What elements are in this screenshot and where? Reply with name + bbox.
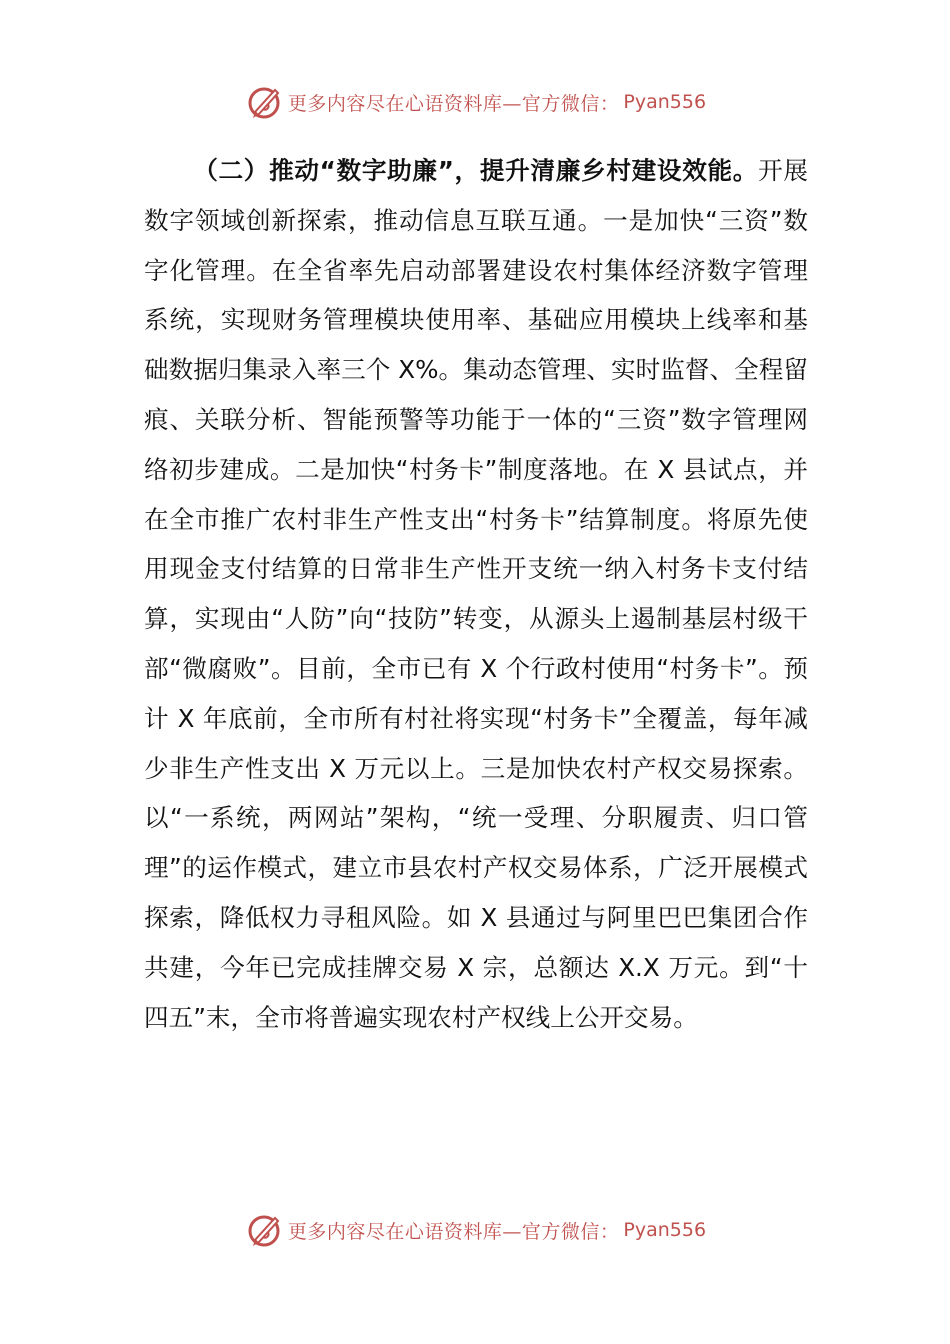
- banner-wechat-id: Pyan556: [623, 1219, 707, 1241]
- banner-wechat-id: Pyan556: [623, 91, 707, 113]
- section-paragraph: [144, 146, 808, 1042]
- header-watermark-banner: [0, 80, 950, 124]
- pen-circle-logo-icon: [244, 1210, 284, 1250]
- section-heading: （二）推动“数字助廉”，提升清廉乡村建设效能。: [193, 156, 759, 185]
- footer-watermark-banner: [0, 1208, 950, 1252]
- banner-text: 更多内容尽在心语资料库—官方微信：: [287, 92, 620, 115]
- banner-text: 更多内容尽在心语资料库—官方微信：: [287, 1220, 620, 1243]
- pen-circle-logo-icon: [244, 82, 284, 122]
- section-body: 开展数字领域创新探索，推动信息互联互通。一是加快“三资”数字化管理。在全省率先启动部署建设农村集体经济数字管理系统，实现财务管理模块使用率、基础应用模块上线率和基础数据归集录入率三个 X%。集动态管理、实时监督、全程留痕、关联分析、智能预警等功能于一体的“三资”数字管理网络初步建成。二是加快“村务卡”制度落地。在 X 县试点，并在全市推广农村非生产性支出“村务卡”结算制度。将原先使用现金支付结算的日常非生产性开支统一纳入村务卡支付结算，实现由“人防”向“技防”转变，从源头上遏制基层村级干部“微腐败”。目前，全市已有 X 个行政村使用“村务卡”。预计 X 年底前，全市所有村社将实现“村务卡”全覆盖，每年减少非生产性支出 X 万元以上。三是加快农村产权交易探索。以“一系统，两网站”架构，“统一受理、分职履责、归口管理”的运作模式，建立市县农村产权交易体系，广泛开展模式探索，降低权力寻租风险。如 X 县通过与阿里巴巴集团合作共建，今年已完成挂牌交易 X 宗，总额达 X.X 万元。到“十四五”末，全市将普遍实现农村产权线上公开交易。: [144, 156, 808, 1032]
